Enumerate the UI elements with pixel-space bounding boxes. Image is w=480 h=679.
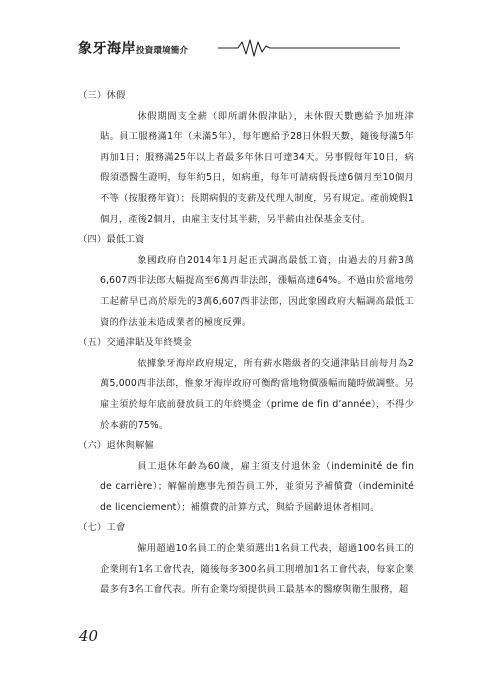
page-header [0, 0, 480, 64]
section-paragraph: 僱用超過10名員工的企業須選出1名員工代表，超過100名員工的企業則有1名工會代表，隨後每多300名員工則增加1名工會代表，每家企業最多有3名工會代表。所有企業均須提供員工最基本的醫療與衛生服務，超 [100, 543, 414, 596]
page-number: 40 [79, 627, 99, 645]
section-heading: （三）休假 [78, 90, 126, 101]
section-paragraph: 休假期間支全薪（即所謂休假津貼），未休假天數應給予加班津貼。員工服務滿1年（未滿5年），每年應給予28日休假天數，隨後每滿5年再加1日；服務滿25年以上者最多年休日可達34天。另事假每年10日，病假須憑醫生證明，每年約5日，如病重，每年可請病假長達6個月至10個月不等（按服務年資）；長期病假的支薪及代理人制度，另有規定。產前娩假1個月，產後2個月，由雇主支付其半薪，另半薪由社保基金支付。 [100, 110, 414, 225]
section-transport-allowance [78, 333, 414, 436]
section-paragraph: 象國政府自2014年1月起正式調高最低工資，由過去的月薪3萬6,607西非法郎大幅提高至6萬西非法郎，漲幅高達64%。不過由於當地勞工起薪早已高於原先的3萬6,607西非法郎，因此象國政府大幅調高最低工資的作法並未造成業者的極度反彈。 [100, 254, 414, 328]
section-paragraph: 依據象牙海岸政府規定，所有薪水階級者的交通津貼目前每月為2萬5,000西非法郎，惟象牙海岸政府可衡酌當地物價漲幅而隨時做調整。另雇主須於每年底前發放員工的年終獎金（prime de fin d’année），不得少於本薪的75%。 [100, 357, 414, 431]
section-heading: （六）退休與解僱 [78, 440, 154, 452]
section-heading: （四）最低工資 [78, 234, 145, 246]
section-heading: （五）交通津貼及年終獎金 [78, 337, 192, 349]
section-vacation [78, 86, 414, 230]
section-minimum-wage [78, 230, 414, 333]
section-retirement [78, 436, 414, 518]
section-paragraph: 員工退休年齡為60歲，雇主須支付退休金（indeminité de fin de carrière）；解僱前應事先預告員工外，並須另予補償費（indeminité de licenciement）；補償費的計算方式，與給予屆齡退休者相同。 [100, 460, 414, 513]
header-wave-line-icon [0, 38, 480, 58]
section-union [78, 518, 414, 600]
header-title-main: 象牙海岸 [78, 41, 136, 57]
header-title-sub: 投資環境簡介 [136, 46, 189, 56]
main-content [78, 86, 414, 601]
section-heading: （七）工會 [78, 522, 126, 534]
